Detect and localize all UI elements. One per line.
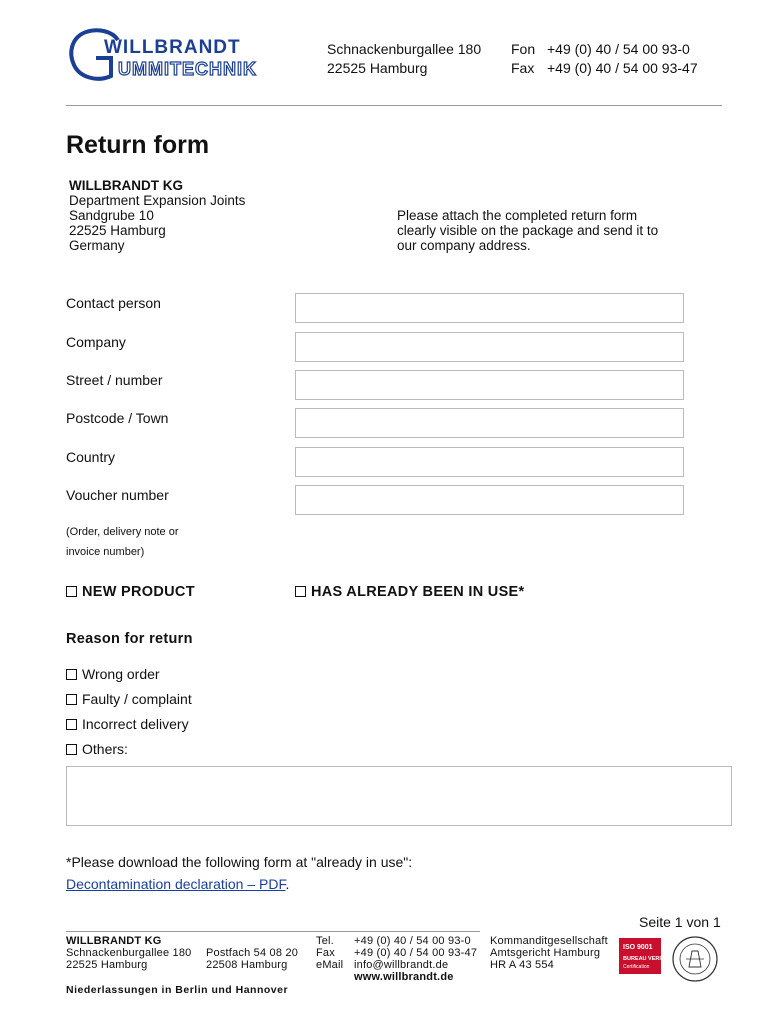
contact-person-field[interactable] [295, 293, 684, 323]
footer-website[interactable]: www.willbrandt.de [354, 971, 454, 983]
footer-company: WILLBRANDT KG Schnackenburgallee 180 22525 Hamburg [66, 935, 192, 971]
country-label: Country [66, 449, 116, 465]
reason-others[interactable]: Others: [66, 741, 128, 757]
new-product-checkbox[interactable] [66, 586, 77, 597]
svg-text:ISO 9001: ISO 9001 [623, 944, 653, 951]
footer-postfach: Postfach 54 08 20 22508 Hamburg [206, 947, 299, 971]
download-line: Decontamination declaration – PDF. [66, 876, 290, 892]
others-textarea[interactable] [66, 766, 732, 826]
contact-person-label: Contact person [66, 295, 161, 311]
voucher-hint: (Order, delivery note or invoice number) [66, 526, 179, 558]
already-used-checkbox[interactable] [295, 586, 306, 597]
reason-faulty[interactable]: Faulty / complaint [66, 691, 192, 707]
reason-incorrect-delivery[interactable]: Incorrect delivery [66, 716, 189, 732]
already-used-option[interactable]: HAS ALREADY BEEN IN USE* [295, 584, 524, 600]
street-label: Street / number [66, 372, 163, 388]
header-contact: Fon +49 (0) 40 / 54 00 93-0 Fax +49 (0) 40 / 54 00 93-47 [511, 41, 698, 76]
svg-text:BUREAU VERITAS: BUREAU VERITAS [623, 956, 672, 962]
footer-contact: +49 (0) 40 / 54 00 93-0 +49 (0) 40 / 54 00 93-47 info@willbrandt.de www.willbrandt.de [354, 935, 478, 983]
postcode-town-field[interactable] [295, 408, 684, 438]
logo-top-text: WILLBRANDT [104, 37, 241, 58]
company-logo [66, 26, 316, 86]
logo-bottom-text: UMMITECHNIK [118, 59, 257, 79]
incorrect-delivery-checkbox[interactable] [66, 719, 77, 730]
street-field[interactable] [295, 370, 684, 400]
company-label: Company [66, 334, 126, 350]
company-field[interactable] [295, 332, 684, 362]
decontamination-link[interactable]: Decontamination declaration – PDF [66, 876, 286, 892]
others-checkbox[interactable] [66, 744, 77, 755]
footer-divider [66, 931, 480, 932]
recipient-address: WILLBRANDT KG Department Expansion Joints Sandgrube 10 22525 Hamburg Germany [69, 178, 246, 253]
footer-email[interactable]: info@willbrandt.de [354, 959, 449, 971]
instruction-note: Please attach the completed return form clearly visible on the package and send it to our company address. [397, 208, 659, 253]
country-field[interactable] [295, 447, 684, 477]
page-title: Return form [66, 131, 210, 159]
footer-contact-labels: Tel. Fax eMail [316, 935, 344, 971]
new-product-option[interactable]: NEW PRODUCT [66, 584, 195, 600]
download-instruction: *Please download the following form at "already in use": [66, 854, 413, 870]
wrong-order-checkbox[interactable] [66, 669, 77, 680]
voucher-number-label: Voucher number [66, 487, 169, 503]
voucher-number-field[interactable] [295, 485, 684, 515]
iso-certification-badge [619, 935, 723, 983]
reason-heading: Reason for return [66, 631, 193, 647]
faulty-checkbox[interactable] [66, 694, 77, 705]
postcode-town-label: Postcode / Town [66, 410, 169, 426]
footer-branches: Niederlassungen in Berlin und Hannover [66, 984, 289, 996]
footer-legal: Kommanditgesellschaft Amtsgericht Hamburg HR A 43 554 [490, 935, 608, 971]
header-divider [66, 105, 722, 106]
reason-wrong-order[interactable]: Wrong order [66, 666, 160, 682]
svg-text:Certification: Certification [623, 964, 650, 970]
header-address: Schnackenburgallee 180 22525 Hamburg [327, 41, 482, 76]
page-number: Seite 1 von 1 [639, 914, 721, 930]
